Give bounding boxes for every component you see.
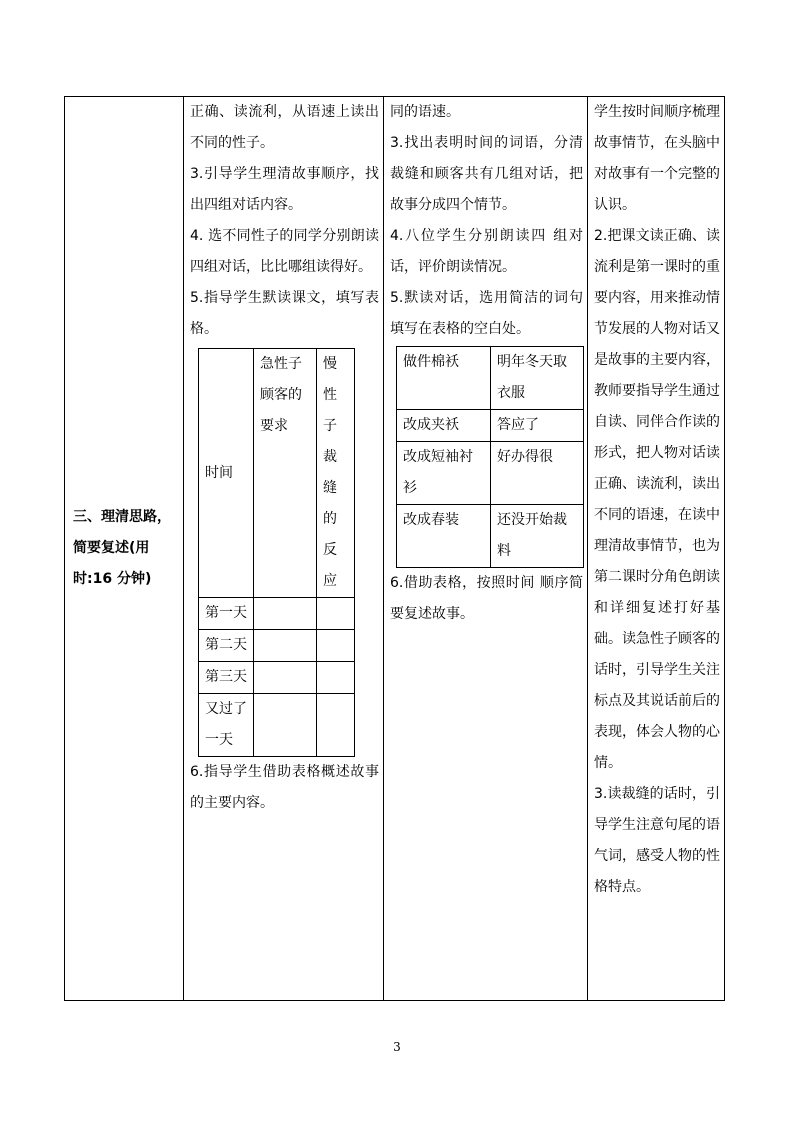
- paragraph: 同的语速。: [390, 104, 460, 120]
- table-cell: [254, 694, 317, 757]
- paragraph: 3.找出表明时间的词语，分清裁缝和顾客共有几组对话，把故事分成四个情节。: [390, 135, 583, 213]
- paragraph: 6.指导学生借助表格概述故事的主要内容。: [190, 764, 379, 811]
- table-cell: [317, 662, 355, 694]
- header-cell: 慢性子裁缝的反应: [317, 349, 355, 598]
- table-cell: 第三天: [199, 662, 254, 694]
- table-cell: 做件棉袄: [397, 347, 491, 410]
- table-cell: 改成夹袄: [397, 410, 491, 442]
- page-number: 3: [393, 1040, 401, 1054]
- paragraph: 4.八位学生分别朗读四 组对话，评价朗读情况。: [390, 228, 583, 275]
- teacher-activities-cell: [184, 97, 384, 1001]
- paragraph: 5.默读对话，选用简洁的词句填写在表格的空白处。: [390, 290, 583, 337]
- table-cell: [254, 598, 317, 630]
- section-label-cell: [65, 97, 184, 1001]
- paragraph: 学生按时间顺序梳理故事情节，在头脑中对故事有一个完整的认识。: [594, 104, 720, 213]
- lesson-plan-table: [64, 96, 725, 1001]
- table-cell: [317, 630, 355, 662]
- table-cell: 第二天: [199, 630, 254, 662]
- table-cell: [317, 598, 355, 630]
- table-cell: [254, 662, 317, 694]
- table-cell: 好办得很: [491, 442, 584, 505]
- table-cell: 又过了一天: [199, 694, 254, 757]
- answer-table: [396, 346, 584, 568]
- paragraph: 3.引导学生理清故事顺序，找出四组对话内容。: [190, 166, 379, 213]
- header-cell: 时间: [199, 349, 254, 598]
- table-row: [397, 347, 584, 410]
- design-intent-cell: [588, 97, 725, 1001]
- table-row: [199, 694, 355, 757]
- table-row: [199, 630, 355, 662]
- paragraph: 2.把课文读正确、读流利是第一课时的重要内容，用来推动情节发展的人物对话又是故事的主要内容，教师要指导学生通过自读、同伴合作读的形式，把人物对话读正确、读流利，读出不同的语速，在读中理清故事情节，也为第二课时分角色朗读和详细复述打好基础。读急性子顾客的话时，引导学生关注标点及其说话前后的表现，体会人物的心情。: [594, 228, 720, 771]
- table-row: [397, 410, 584, 442]
- table-row: [65, 97, 725, 1001]
- table-cell: 答应了: [491, 410, 584, 442]
- paragraph: 5.指导学生默读课文，填写表格。: [190, 290, 379, 337]
- paragraph: 正确、读流利，从语速上读出不同的性子。: [190, 104, 379, 151]
- paragraph: 3.读裁缝的话时，引导学生注意句尾的语气词，感受人物的性格特点。: [594, 786, 720, 895]
- table-row: [199, 662, 355, 694]
- table-row: [397, 505, 584, 568]
- table-cell: [254, 630, 317, 662]
- table-cell: [317, 694, 355, 757]
- table-row: [397, 442, 584, 505]
- worksheet-table: [198, 348, 355, 757]
- table-cell: 第一天: [199, 598, 254, 630]
- table-header-row: [199, 349, 355, 598]
- header-cell: 急性子顾客的要求: [254, 349, 317, 598]
- table-cell: 还没开始裁料: [491, 505, 584, 568]
- table-cell: 明年冬天取衣服: [491, 347, 584, 410]
- section-label: 三、理清思路，简要复述(用时:16 分钟): [73, 509, 171, 587]
- table-cell: 改成春装: [397, 505, 491, 568]
- student-activities-cell: [384, 97, 588, 1001]
- paragraph: 4. 选不同性子的同学分别朗读四组对话，比比哪组读得好。: [190, 228, 379, 275]
- table-row: [199, 598, 355, 630]
- paragraph: 6.借助表格，按照时间 顺序简要复述故事。: [390, 575, 583, 622]
- table-cell: 改成短袖衬衫: [397, 442, 491, 505]
